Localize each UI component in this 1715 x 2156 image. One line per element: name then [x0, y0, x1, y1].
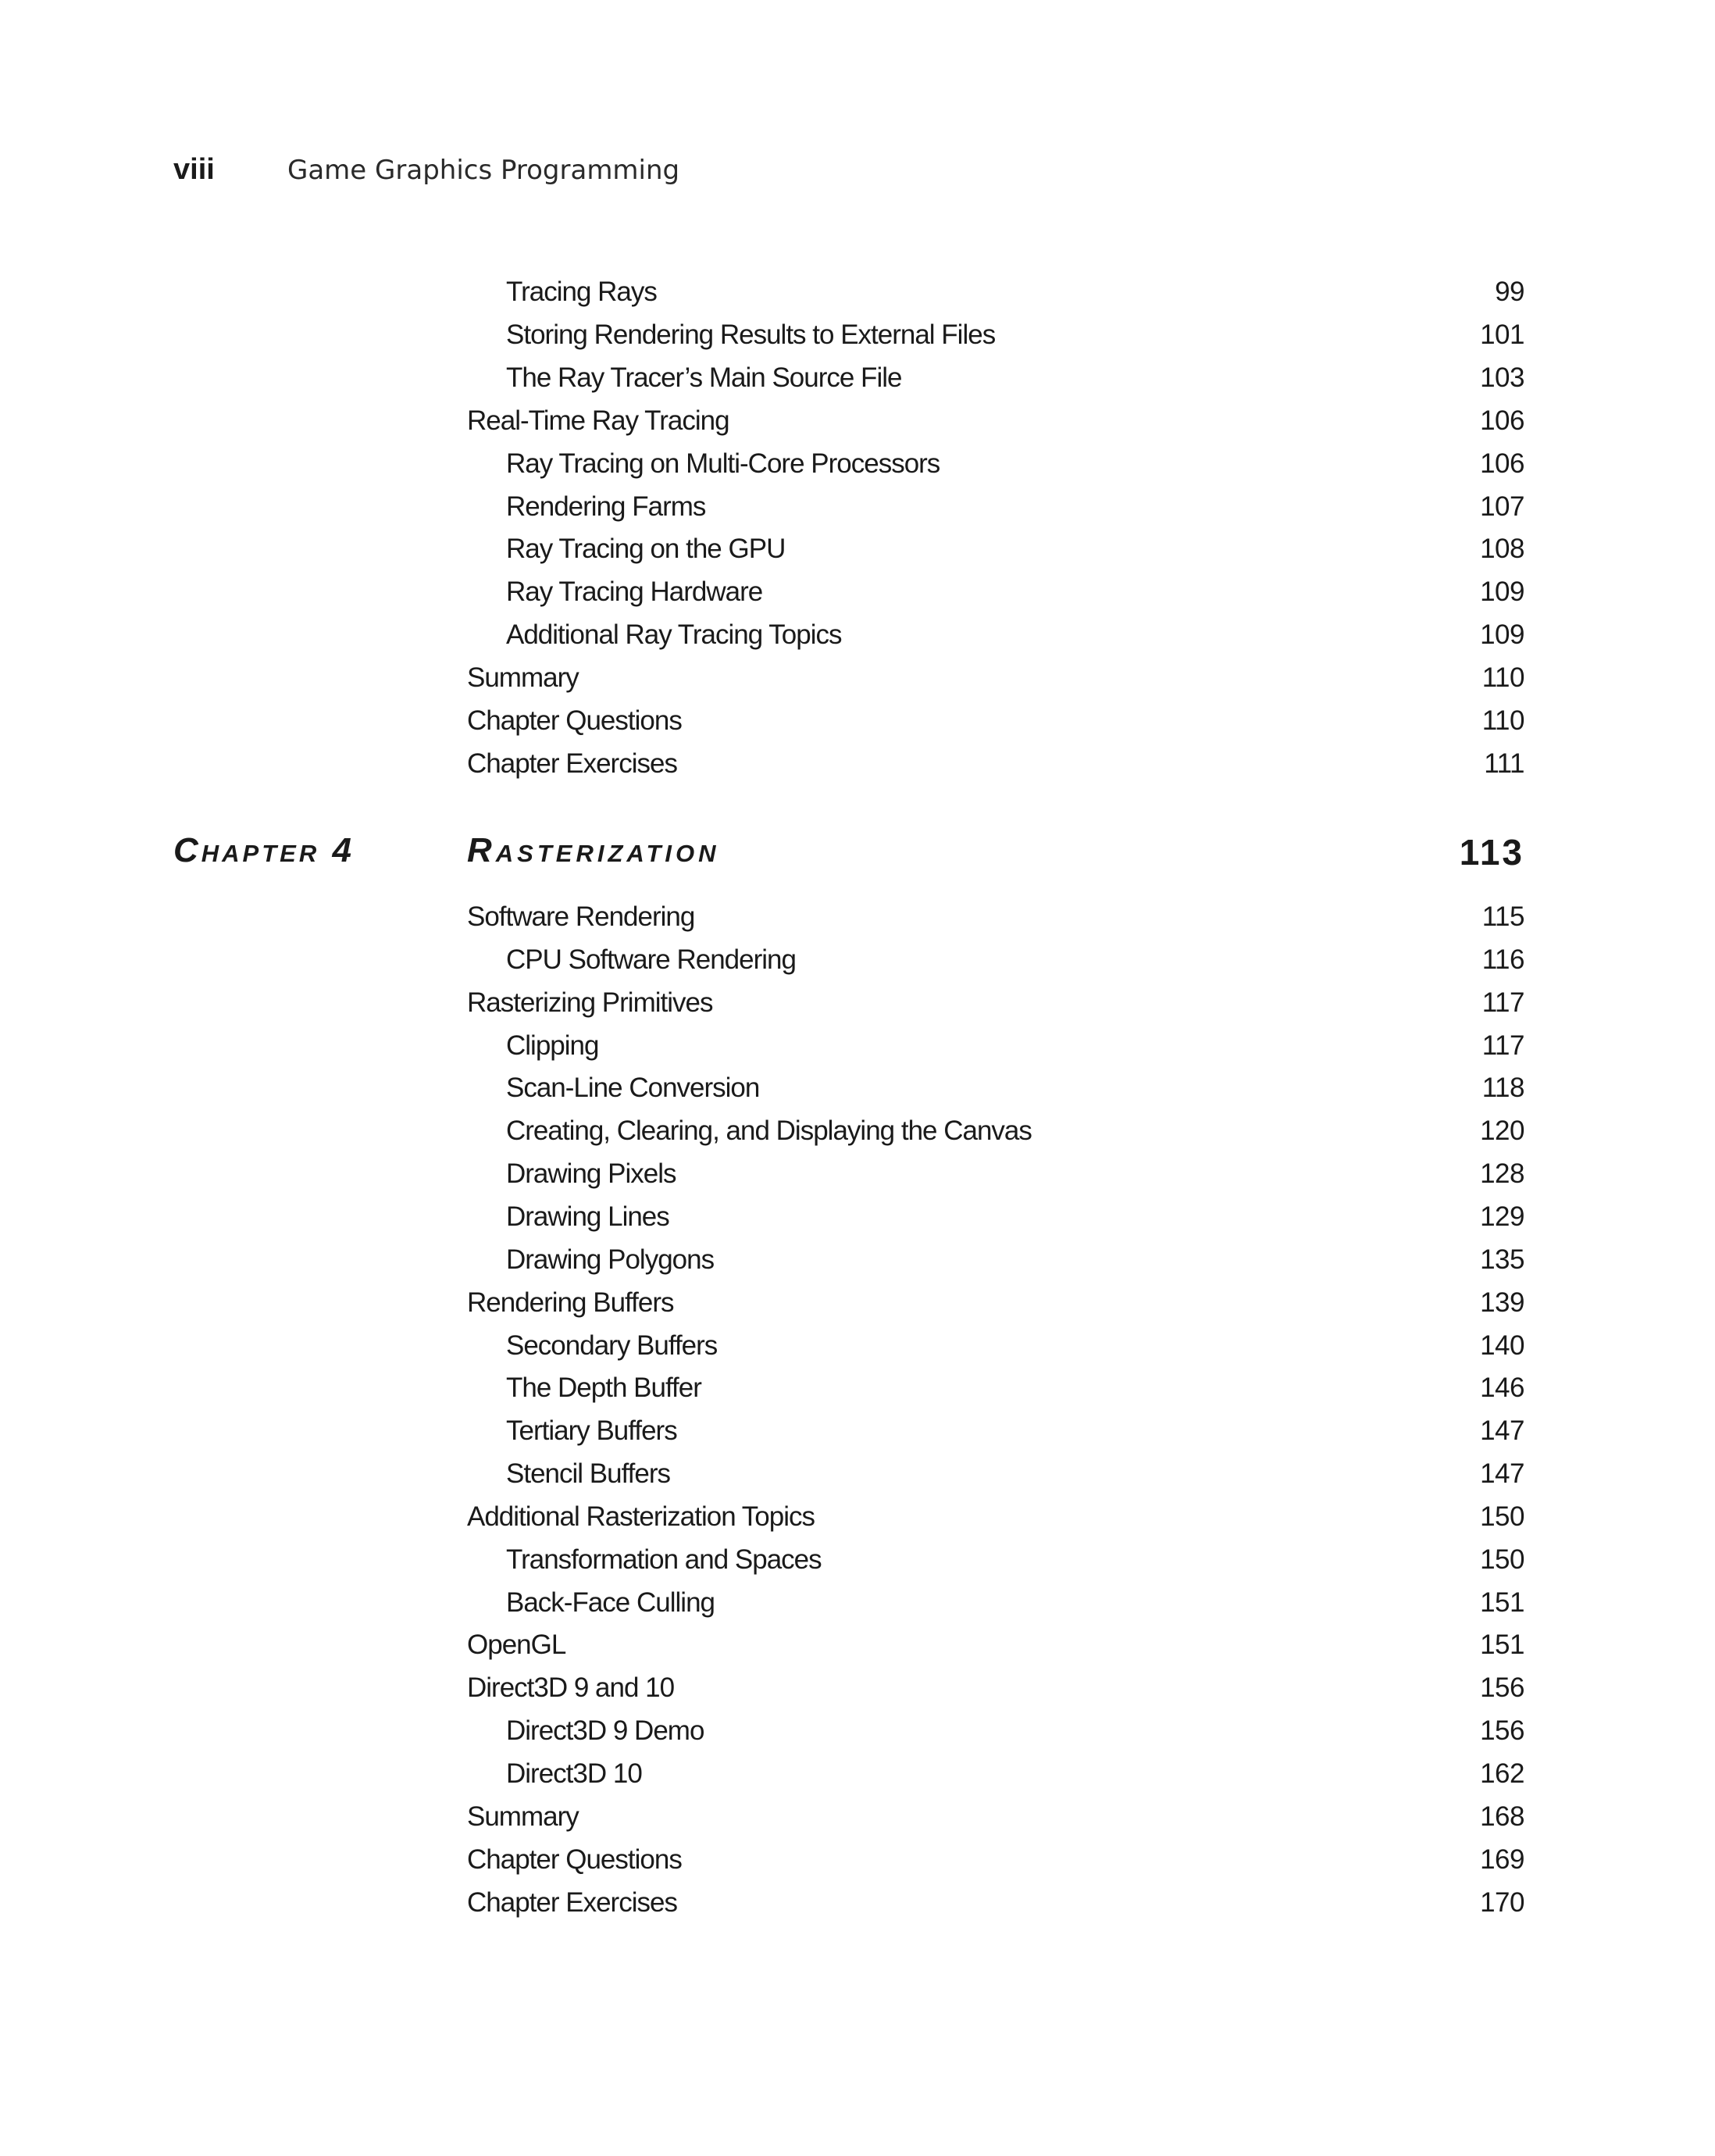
- toc-entry-page: 107: [1480, 491, 1524, 522]
- toc-entry-title: Chapter Questions: [467, 1844, 682, 1875]
- toc-entry-page: 103: [1480, 362, 1524, 393]
- toc-entry-title: Transformation and Spaces: [506, 1544, 822, 1575]
- toc-entry-page: 135: [1480, 1244, 1524, 1275]
- toc-entry-title: Summary: [467, 662, 579, 694]
- toc-entry-page: 168: [1480, 1801, 1524, 1832]
- toc-entry: [467, 939, 1524, 981]
- toc-entry-title: Tracing Rays: [506, 277, 657, 307]
- toc-entry-page: 129: [1480, 1201, 1524, 1232]
- toc-entry-title: Tertiary Buffers: [506, 1415, 677, 1447]
- toc-entry-page: 118: [1481, 1073, 1524, 1104]
- toc-entry: [467, 571, 1524, 613]
- toc-entry-title: Drawing Pixels: [506, 1158, 676, 1190]
- toc-entry: [467, 1667, 1524, 1709]
- toc-entry-title: Ray Tracing on Multi-Core Processors: [506, 448, 940, 479]
- toc-entry-title: OpenGL: [467, 1629, 566, 1661]
- toc-entry-title: The Ray Tracer’s Main Source File: [506, 362, 902, 393]
- toc-entry-page: 111: [1484, 748, 1524, 779]
- toc-entry: [467, 1110, 1524, 1152]
- toc-entry-page: 140: [1480, 1330, 1524, 1361]
- toc-entry: [467, 1839, 1524, 1881]
- toc-entry: [467, 1753, 1524, 1795]
- toc-entry-page: 147: [1480, 1415, 1524, 1447]
- toc-entry-title: Chapter Questions: [467, 705, 682, 736]
- toc-entry-title: Direct3D 9 Demo: [506, 1715, 704, 1747]
- toc-entry: [467, 271, 1524, 313]
- toc-entry-page: 106: [1480, 405, 1524, 436]
- toc-entry-page: 110: [1481, 662, 1524, 694]
- toc-entry-page: 156: [1480, 1715, 1524, 1747]
- toc-entry-page: 117: [1481, 987, 1524, 1018]
- toc-entry-page: 99: [1495, 277, 1524, 307]
- toc-entry: [467, 1582, 1524, 1624]
- toc-entry: [467, 1067, 1524, 1109]
- toc-entry-title: Rendering Farms: [506, 491, 706, 522]
- toc-entry-page: 108: [1480, 534, 1524, 565]
- toc-entry-title: Scan-Line Conversion: [506, 1073, 760, 1104]
- toc-entry-title: Direct3D 9 and 10: [467, 1672, 675, 1704]
- toc-entry: [467, 614, 1524, 656]
- toc-entry: [467, 443, 1524, 485]
- toc-entry: [467, 1453, 1524, 1495]
- toc-entry-title: Storing Rendering Results to External Files: [506, 319, 996, 350]
- toc-entry: [467, 657, 1524, 699]
- toc-entry-title: Direct3D 10: [506, 1758, 642, 1789]
- toc-entry-page: 109: [1480, 576, 1524, 608]
- toc-entry-title: Creating, Clearing, and Displaying the Canvas: [506, 1115, 1032, 1147]
- chapter-heading: [173, 831, 1524, 886]
- toc-entry-page: 151: [1480, 1587, 1524, 1618]
- toc-entry: [467, 1325, 1524, 1367]
- toc-entry-page: 101: [1480, 319, 1524, 350]
- toc-entry-page: 139: [1480, 1287, 1524, 1318]
- toc-entry: [467, 528, 1524, 570]
- toc-entry-title: Real-Time Ray Tracing: [467, 405, 729, 436]
- toc-entry: [467, 1710, 1524, 1752]
- toc-entry: [467, 1410, 1524, 1452]
- toc-entry-title: Drawing Lines: [506, 1201, 669, 1232]
- book-title: Game Graphics Programming: [287, 155, 680, 186]
- toc-entry: [467, 1882, 1524, 1924]
- toc-entry-page: 115: [1481, 901, 1524, 932]
- toc-entry: [467, 700, 1524, 742]
- chapter-label: Chapter 4: [173, 831, 355, 869]
- toc-entry: [467, 400, 1524, 442]
- running-head: [173, 153, 679, 197]
- toc-entry: [467, 314, 1524, 356]
- toc-entry-title: Software Rendering: [467, 901, 695, 932]
- toc-entry-title: Ray Tracing Hardware: [506, 576, 763, 608]
- toc-entry: [467, 982, 1524, 1024]
- toc-entry: [467, 743, 1524, 785]
- toc-entry-title: Back-Face Culling: [506, 1587, 715, 1618]
- toc-entry: [467, 1153, 1524, 1195]
- toc-entry-title: Rendering Buffers: [467, 1287, 674, 1318]
- toc-entry-page: 162: [1480, 1758, 1524, 1789]
- toc-entry-page: 120: [1480, 1115, 1524, 1147]
- toc-entry-page: 146: [1480, 1372, 1524, 1404]
- toc-entry: [467, 1282, 1524, 1324]
- toc-entry: [467, 357, 1524, 399]
- toc-entry-title: Additional Ray Tracing Topics: [506, 619, 842, 651]
- toc-entry-page: 150: [1480, 1544, 1524, 1575]
- toc-entry: [467, 1539, 1524, 1581]
- toc-entry-page: 106: [1480, 448, 1524, 479]
- toc-entry-title: Ray Tracing on the GPU: [506, 534, 786, 565]
- toc-entry-page: 117: [1481, 1030, 1524, 1061]
- toc-entry-page: 147: [1480, 1458, 1524, 1490]
- toc-entry-title: Chapter Exercises: [467, 1886, 677, 1918]
- toc-entry: [467, 1239, 1524, 1281]
- toc-entry-title: The Depth Buffer: [506, 1372, 701, 1404]
- toc-entry: [467, 1624, 1524, 1666]
- toc-entry-title: CPU Software Rendering: [506, 944, 796, 975]
- toc-entry: [467, 486, 1524, 528]
- toc-entry-page: 151: [1480, 1629, 1524, 1661]
- toc-entry-page: 150: [1480, 1501, 1524, 1532]
- toc-entry-page: 169: [1480, 1844, 1524, 1875]
- toc-entry-title: Summary: [467, 1801, 579, 1832]
- toc-entry-page: 170: [1480, 1886, 1524, 1918]
- toc-entry-title: Secondary Buffers: [506, 1330, 718, 1361]
- toc-entry-page: 116: [1481, 944, 1524, 975]
- toc-entry-title: Chapter Exercises: [467, 748, 677, 779]
- toc-entry-title: Rasterizing Primitives: [467, 987, 713, 1018]
- toc-entry-title: Additional Rasterization Topics: [467, 1501, 815, 1532]
- chapter-title: Rasterization: [467, 831, 720, 869]
- toc-entry: [467, 896, 1524, 938]
- toc-entry-title: Clipping: [506, 1030, 599, 1061]
- toc-entry: [467, 1496, 1524, 1538]
- toc-entry: [467, 1796, 1524, 1838]
- chapter-page-number: 113: [1459, 832, 1524, 873]
- toc-entry-page: 110: [1481, 705, 1524, 736]
- toc-entry-page: 109: [1480, 619, 1524, 651]
- toc-entry-page: 156: [1480, 1672, 1524, 1704]
- page-number: viii: [173, 153, 215, 186]
- toc-entry: [467, 1025, 1524, 1067]
- toc-entry-page: 128: [1480, 1158, 1524, 1190]
- toc-entry-title: Drawing Polygons: [506, 1244, 715, 1275]
- toc-entry: [467, 1196, 1524, 1238]
- toc-entry-title: Stencil Buffers: [506, 1458, 671, 1490]
- toc-entry: [467, 1367, 1524, 1409]
